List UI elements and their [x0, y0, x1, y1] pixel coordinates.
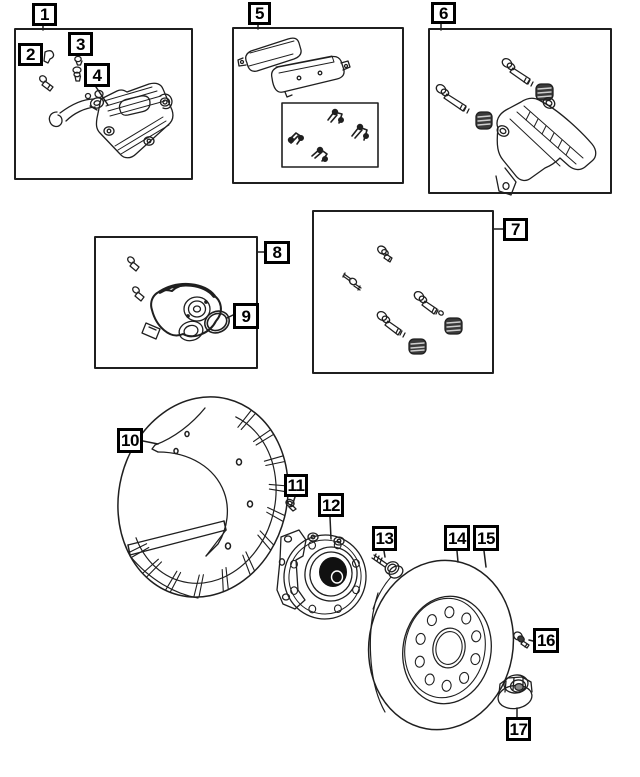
shield-ribs — [128, 410, 288, 597]
callout-5[interactable]: 5 — [248, 2, 271, 25]
small-bolt — [376, 244, 392, 262]
callout-2[interactable]: 2 — [18, 43, 43, 66]
guide-pin — [376, 310, 405, 337]
caliper-body — [95, 83, 173, 158]
callout-11[interactable]: 11 — [284, 474, 308, 497]
callout-3[interactable]: 3 — [68, 32, 93, 56]
pin-bushing — [445, 318, 462, 334]
leader-lines — [43, 24, 533, 717]
rotor-drawing — [355, 549, 526, 741]
brake-pads-drawing — [238, 38, 368, 161]
pin-bushing — [476, 112, 492, 129]
rotor-bolt-holes — [414, 606, 481, 692]
bleeder-screw — [73, 56, 82, 81]
panel-guide-pin-kit — [313, 211, 493, 373]
callout-9[interactable]: 9 — [233, 303, 259, 329]
callout-15[interactable]: 15 — [473, 525, 499, 551]
callout-7[interactable]: 7 — [503, 218, 528, 241]
callout-16[interactable]: 16 — [533, 628, 559, 653]
actuator-screw — [126, 256, 139, 271]
hub-nut — [497, 673, 534, 710]
actuator-drawing — [126, 256, 232, 344]
callout-1[interactable]: 1 — [32, 3, 57, 26]
guide-pin-kit-drawing — [343, 244, 462, 354]
dust-shield-drawing — [97, 379, 309, 616]
guide-pin — [501, 57, 533, 86]
callout-8[interactable]: 8 — [264, 241, 290, 264]
actuator-screw — [131, 286, 144, 301]
callout-10[interactable]: 10 — [117, 428, 143, 453]
clip-part — [44, 51, 54, 63]
hub-bolt — [372, 554, 405, 580]
double-end-stud — [343, 273, 361, 290]
guide-pin — [413, 290, 445, 316]
callout-12[interactable]: 12 — [318, 493, 344, 517]
callout-17[interactable]: 17 — [506, 717, 531, 741]
callout-13[interactable]: 13 — [372, 526, 397, 551]
rotor-screw — [512, 630, 529, 648]
caliper-bracket-drawing — [435, 57, 596, 195]
guide-pin — [435, 83, 469, 113]
callout-14[interactable]: 14 — [444, 525, 470, 551]
callout-4[interactable]: 4 — [84, 63, 110, 87]
pad-clips — [289, 110, 369, 162]
banjo-bolt — [38, 74, 53, 91]
adapter-bracket — [495, 96, 595, 195]
brake-pad-outer — [238, 38, 301, 71]
hub-bearing-drawing — [277, 529, 373, 626]
pin-bushing — [409, 339, 426, 354]
callout-6[interactable]: 6 — [431, 2, 456, 24]
